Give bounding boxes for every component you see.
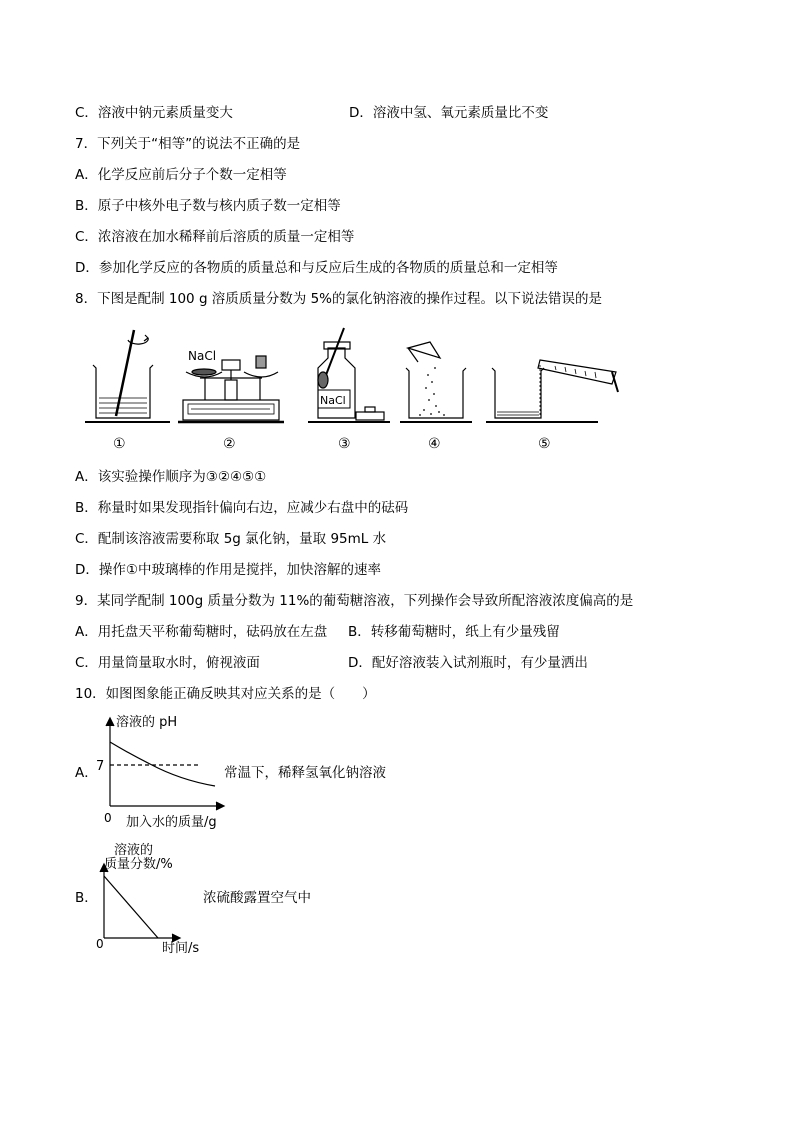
q8-option-a: A．该实验操作顺序为③②④⑤① <box>75 469 267 485</box>
q7-option-c: C．浓溶液在加水稀释前后溶质的质量一定相等 <box>75 229 355 245</box>
q9-stem: 9．某同学配制 100g 质量分数为 11%的葡萄糖溶液，下列操作会导致所配溶液浓度偏高的是 <box>75 593 634 609</box>
graph-b-ylabel-line2: 质量分数/% <box>104 857 173 872</box>
balance-nacl-label: NaCl <box>188 349 217 363</box>
q7-option-a: A．化学反应前后分子个数一定相等 <box>75 167 287 183</box>
q8-procedure-figure <box>0 320 794 460</box>
q8-option-b: B．称量时如果发现指针偏向右边，应减少右盘中的砝码 <box>75 500 409 516</box>
graph-a-caption: 常温下，稀释氢氧化钠溶液 <box>224 765 386 781</box>
q10-option-b-letter: B． <box>75 890 98 906</box>
graph-a-origin: 0 <box>104 811 112 825</box>
q9-option-a: A．用托盘天平称葡萄糖时，砝码放在左盘 <box>75 624 328 640</box>
step3-reagent-bottle <box>308 328 390 422</box>
q7-stem: 7．下列关于“相等”的说法不正确的是 <box>75 136 301 152</box>
q6-option-d: D．溶液中氢、氧元素质量比不变 <box>349 105 549 121</box>
step5-pour-water <box>486 360 618 422</box>
step-label-1: ① <box>113 436 126 452</box>
graph-a-tick-7: 7 <box>96 759 105 774</box>
q8-option-c: C．配制该溶液需要称取 5g 氯化钠，量取 95mL 水 <box>75 531 387 547</box>
graph-b-caption: 浓硫酸露置空气中 <box>203 890 311 906</box>
step-label-5: ⑤ <box>538 436 551 452</box>
q9-option-c: C．用量筒量取水时，俯视液面 <box>75 655 260 671</box>
step1-beaker-stirring <box>85 330 170 422</box>
graph-b <box>0 838 794 958</box>
graph-a <box>0 708 794 838</box>
q10-stem: 10．如图图象能正确反映其对应关系的是（ ） <box>75 686 376 702</box>
graph-b-origin: 0 <box>96 937 104 951</box>
q7-option-b: B．原子中核外电子数与核内质子数一定相等 <box>75 198 341 214</box>
graph-b-ylabel-line1: 溶液的 <box>114 843 154 858</box>
q7-option-d: D．参加化学反应的各物质的质量总和与反应后生成的各物质的质量总和一定相等 <box>75 260 558 276</box>
step-label-3: ③ <box>338 436 351 452</box>
q10-option-a-letter: A． <box>75 765 98 781</box>
q9-option-d: D．配好溶液装入试剂瓶时，有少量洒出 <box>348 655 588 671</box>
step-label-2: ② <box>223 436 236 452</box>
q9-option-b: B．转移葡萄糖时，纸上有少量残留 <box>348 624 560 640</box>
step-label-4: ④ <box>428 436 441 452</box>
bottle-nacl-label: NaCl <box>320 394 346 407</box>
q8-option-d: D．操作①中玻璃棒的作用是搅拌，加快溶解的速率 <box>75 562 381 578</box>
step4-transfer-solid <box>400 342 472 422</box>
graph-a-xlabel: 加入水的质量/g <box>126 815 217 830</box>
graph-a-ylabel: 溶液的 pH <box>116 715 178 730</box>
q6-option-c: C．溶液中钠元素质量变大 <box>75 105 233 121</box>
graph-b-xlabel: 时间/s <box>162 941 200 956</box>
step2-balance-weighing <box>178 356 284 422</box>
q8-stem: 8．下图是配制 100 g 溶质质量分数为 5%的氯化钠溶液的操作过程。以下说法错误的是 <box>75 291 603 307</box>
